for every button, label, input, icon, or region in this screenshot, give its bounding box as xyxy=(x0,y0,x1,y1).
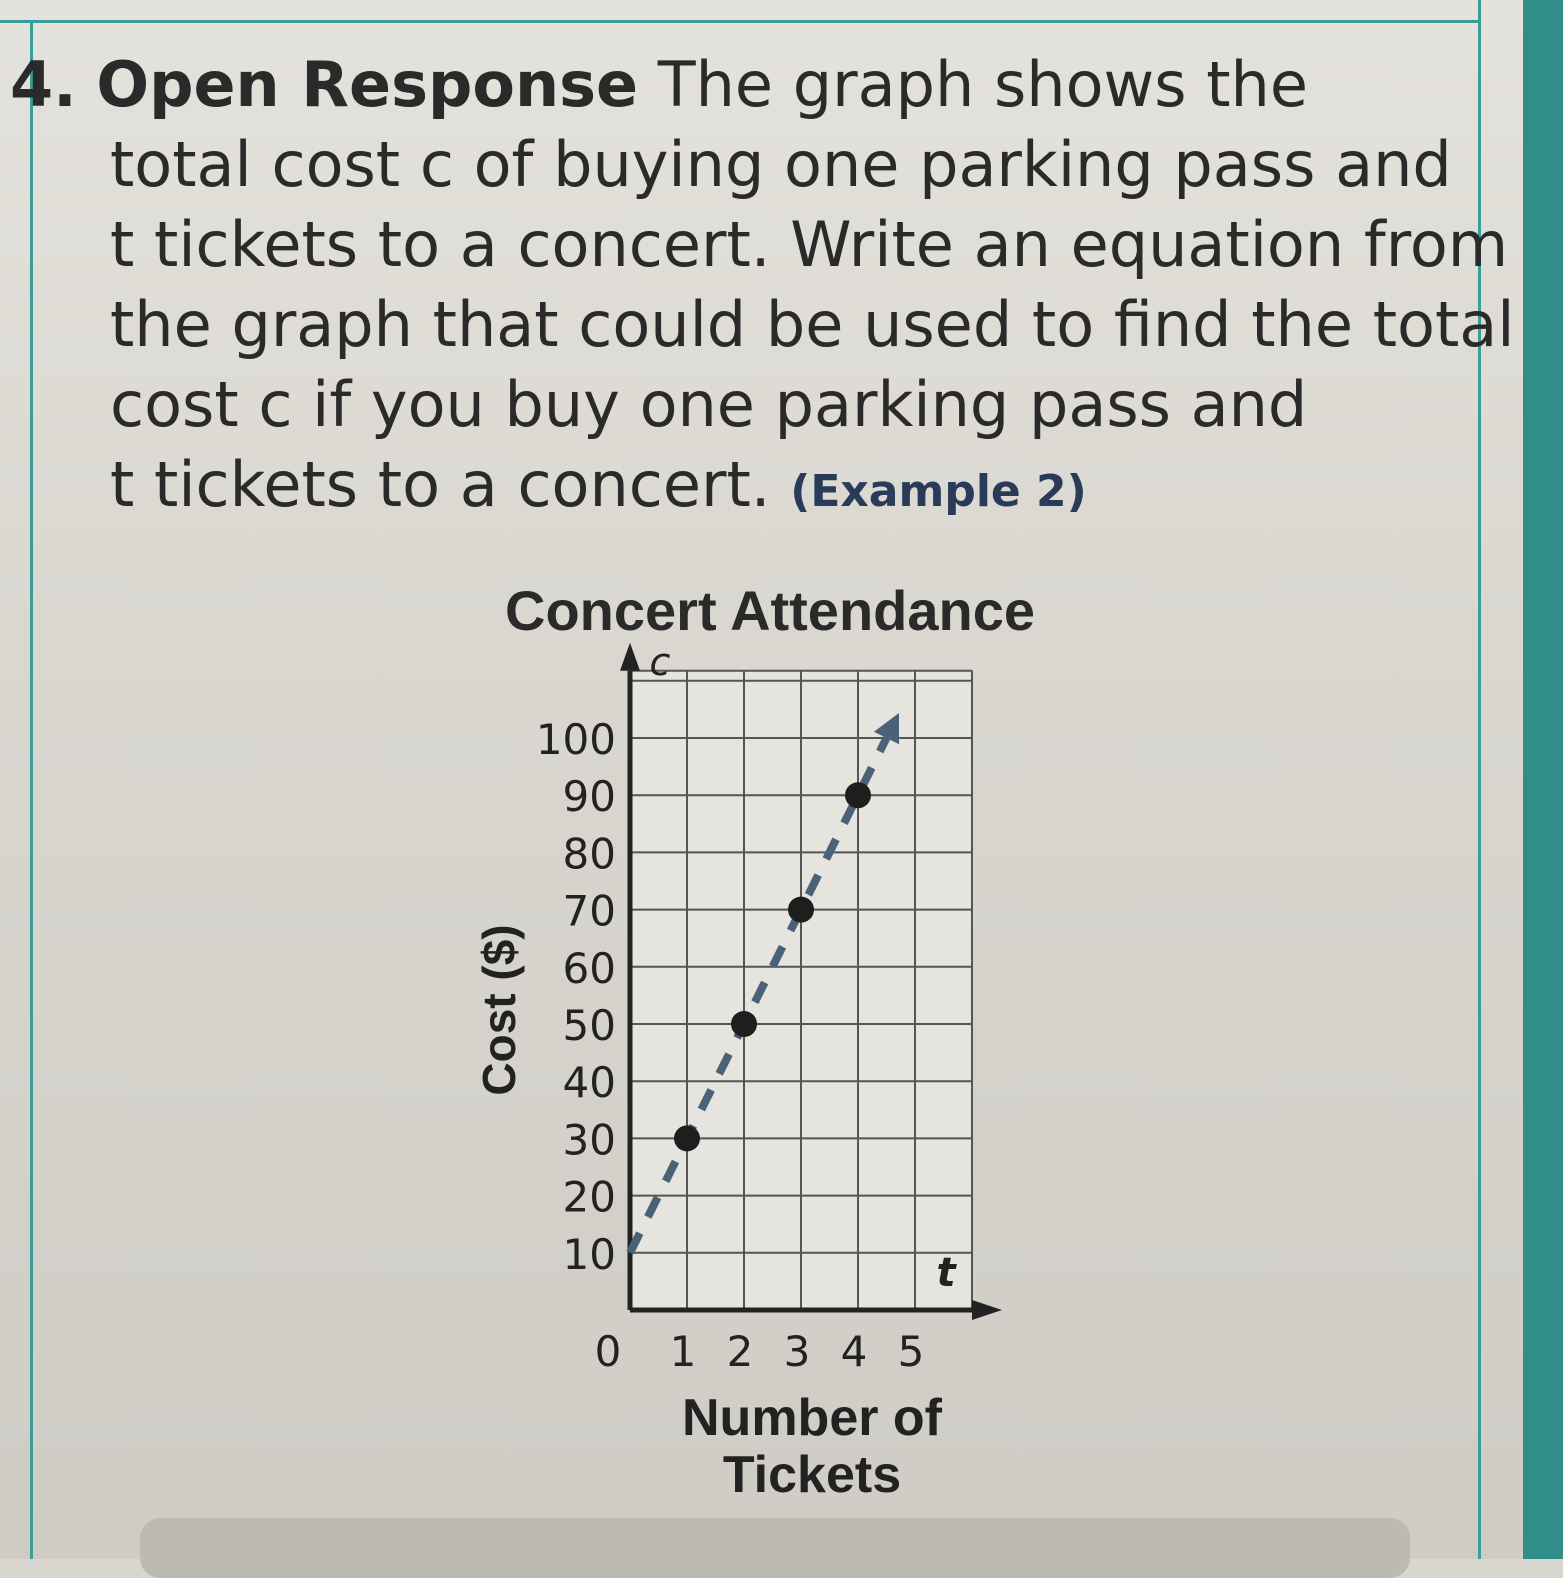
x-tick-label-2: 2 xyxy=(726,1327,754,1376)
problem-heading: Open Response xyxy=(96,48,639,121)
x-tick-label-4: 4 xyxy=(840,1327,868,1376)
y-axis-letter: c xyxy=(649,639,671,684)
problem-line-4: the graph that could be used to find the total xyxy=(110,288,1515,361)
y-tick-label-40: 40 xyxy=(562,1058,616,1108)
data-point-4 xyxy=(845,782,871,808)
data-point-2 xyxy=(731,1011,757,1037)
data-point-1 xyxy=(674,1125,700,1151)
y-tick-label-20: 20 xyxy=(562,1172,616,1222)
y-tick-label-90: 90 xyxy=(562,772,616,822)
x-tick-label-5: 5 xyxy=(897,1327,925,1376)
y-axis-label: Cost ($) xyxy=(473,924,525,1096)
y-axis-arrow xyxy=(620,643,640,671)
x-axis-arrow xyxy=(972,1300,1002,1320)
data-point-3 xyxy=(788,897,814,923)
y-tick-label-50: 50 xyxy=(562,1001,616,1050)
x-tick-label-0: 0 xyxy=(594,1327,622,1376)
y-tick-label-80: 80 xyxy=(562,829,616,879)
x-axis-letter: t xyxy=(936,1250,956,1296)
example-reference: (Example 2) xyxy=(790,466,1087,517)
x-tick-label-3: 3 xyxy=(783,1327,811,1376)
x-axis-label-line-2: Tickets xyxy=(722,1446,902,1504)
problem-text-1: The graph shows the xyxy=(657,48,1308,121)
problem-line-5: cost c if you buy one parking pass and xyxy=(110,368,1308,441)
y-tick-label-60: 60 xyxy=(562,943,616,993)
problem-line-2: total cost c of buying one parking pass and xyxy=(110,128,1452,201)
answer-box-edge xyxy=(140,1518,1410,1578)
chart-grid xyxy=(630,671,972,1310)
y-tick-label-10: 10 xyxy=(562,1229,616,1279)
y-tick-label-30: 30 xyxy=(562,1115,616,1165)
x-axis-label-line-1: Number of xyxy=(682,1389,942,1447)
problem-text-6: t tickets to a concert. xyxy=(110,448,771,521)
x-tick-label-1: 1 xyxy=(669,1327,697,1376)
y-tick-label-70: 70 xyxy=(562,886,616,936)
chart-title: Concert Attendance xyxy=(505,579,1036,642)
y-tick-label-100: 100 xyxy=(535,715,616,764)
problem-line-3: t tickets to a concert. Write an equation from xyxy=(110,208,1509,281)
problem-number: 4. xyxy=(10,48,77,121)
